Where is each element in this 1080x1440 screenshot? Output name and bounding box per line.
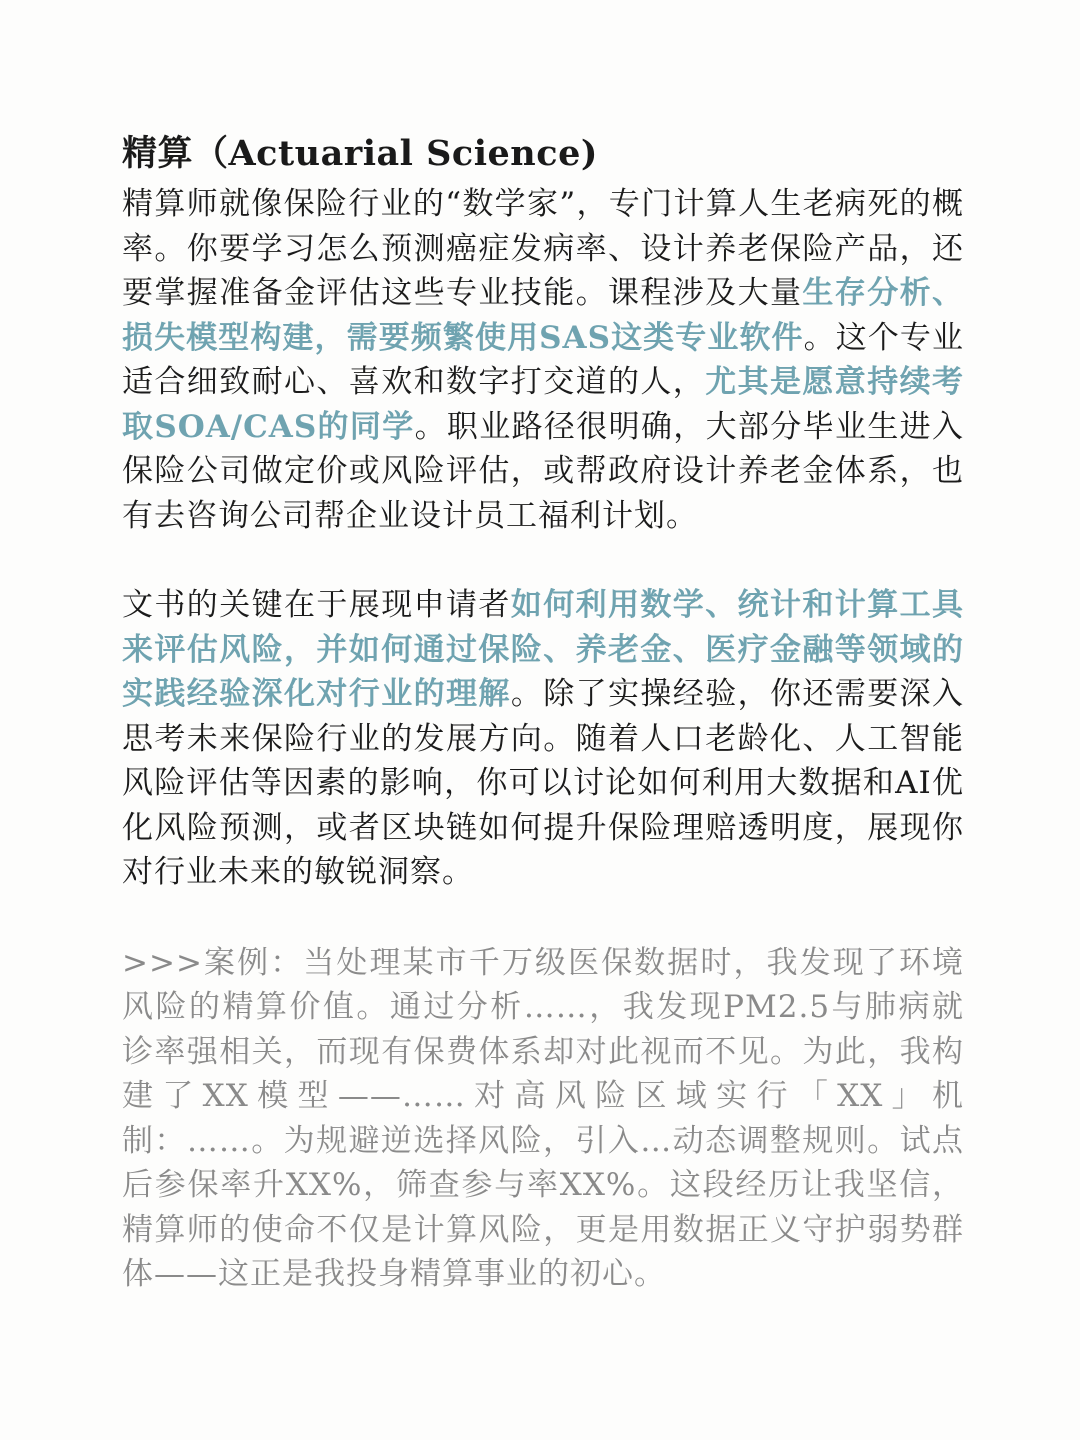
intro-highlight-2: 尤其是愿意持续考取SOA/CAS的同学 bbox=[122, 364, 965, 445]
intro-text-1: 精算师就像保险行业的“数学家”，专门计算人生老病死的概率。你要学习怎么预测癌症发病率、设计养老保险产品，还要掌握准备金评估这些专业技能。课程涉及大量 bbox=[122, 186, 964, 311]
intro-highlight-1: 生存分析、损失模型构建，需要频繁使用SAS这类专业软件 bbox=[122, 275, 965, 356]
advice-text-1: 文书的关键在于展现申请者 bbox=[122, 587, 511, 623]
page-title: 精算（Actuarial Science) bbox=[122, 133, 598, 174]
advice-highlight-1: 如何利用数学、统计和计算工具来评估风险，并如何通过保险、养老金、医疗金融等领域的实践经验深化对行业的理解 bbox=[122, 587, 965, 712]
article bbox=[122, 128, 964, 1297]
intro-text-2: 。这个专业适合细致耐心、喜欢和数字打交道的人， bbox=[122, 319, 965, 400]
intro-text-3: 。职业路径很明确，大部分毕业生进入保险公司做定价或风险评估，或帮政府设计养老金体系，也有去咨询公司帮企业设计员工福利计划。 bbox=[122, 408, 964, 534]
paragraph-essay-advice bbox=[122, 583, 964, 895]
paragraph-example-case: >>>案例：当处理某市千万级医保数据时，我发现了环境风险的精算价值。通过分析……，我发现PM2.5与肺病就诊率强相关，而现有保费体系却对此视而不见。为此，我构建了XX模型——……对高风险区域实行「XX」机制：……。为规避逆选择风险，引入…动态调整规则。试点后参保率升XX%，筛查参与率XX%。这段经历让我坚信，精算师的使命不仅是计算风险，更是用数据正义守护弱势群体——这正是我投身精算事业的初心。 bbox=[122, 944, 964, 1292]
paragraph-major-intro bbox=[122, 182, 964, 538]
advice-text-2: 。除了实操经验，你还需要深入思考未来保险行业的发展方向。随着人口老龄化、人工智能风险评估等因素的影响，你可以讨论如何利用大数据和AI优化风险预测，或者区块链如何提升保险理赔透明度，展现你对行业未来的敏锐洞察。 bbox=[122, 676, 965, 890]
